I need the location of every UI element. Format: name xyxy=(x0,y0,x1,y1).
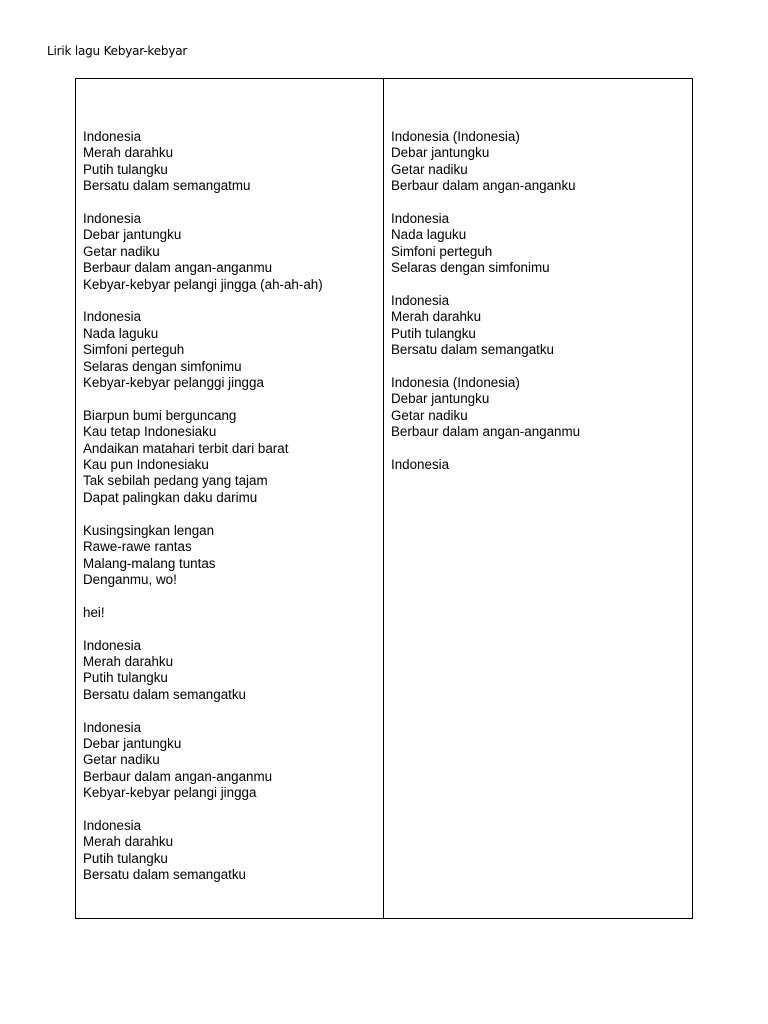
lyric-line: Indonesia xyxy=(391,293,450,309)
lyric-line: Indonesia xyxy=(83,719,142,735)
lyrics-stanza xyxy=(391,457,692,473)
lyric-line: Merah darahku xyxy=(83,145,174,161)
lyric-line: Bersatu dalam semangatmu xyxy=(83,178,251,194)
lyric-line: Indonesia (Indonesia) xyxy=(391,375,520,391)
lyric-line: Getar nadiku xyxy=(83,243,160,259)
lyric-line: Indonesia xyxy=(83,309,142,325)
lyric-line: Putih tulangku xyxy=(391,325,476,341)
lyrics-stanza xyxy=(391,293,692,359)
lyrics-stanza xyxy=(83,720,383,802)
lyrics-stanza xyxy=(83,408,383,506)
lyric-line: Berbaur dalam angan-anganku xyxy=(391,178,576,194)
lyric-line: Putih tulangku xyxy=(83,850,168,866)
lyric-line: Indonesia xyxy=(391,211,450,227)
lyric-line: Simfoni perteguh xyxy=(83,342,185,358)
lyric-line: Bersatu dalam semangatku xyxy=(83,686,247,702)
lyric-line: Indonesia xyxy=(83,211,142,227)
lyrics-stanza xyxy=(391,375,692,441)
lyric-line: Denganmu, wo! xyxy=(83,571,177,587)
lyric-line: Selaras dengan simfonimu xyxy=(391,260,550,276)
lyric-line: Indonesia (Indonesia) xyxy=(391,129,520,144)
lyric-line: Dapat palingkan daku darimu xyxy=(83,489,258,505)
lyrics-column-right xyxy=(384,79,692,918)
lyric-line: Getar nadiku xyxy=(391,407,468,423)
lyrics-stanza xyxy=(83,605,383,621)
lyric-line: Tak sebilah pedang yang tajam xyxy=(83,473,268,489)
lyric-line: hei! xyxy=(83,604,105,620)
lyric-line: Simfoni perteguh xyxy=(391,243,493,259)
lyrics-stanza xyxy=(391,211,692,277)
lyric-line: Indonesia xyxy=(83,129,142,144)
lyrics-stanza xyxy=(83,211,383,293)
lyric-line: Indonesia xyxy=(83,637,142,653)
lyric-line: Kau pun Indonesiaku xyxy=(83,457,209,473)
lyric-line: Biarpun bumi berguncang xyxy=(83,407,237,423)
lyric-line: Debar jantungku xyxy=(391,391,490,407)
lyric-line: Merah darahku xyxy=(83,834,174,850)
lyrics-stanza xyxy=(83,638,383,704)
lyric-line: Getar nadiku xyxy=(83,752,160,768)
lyric-line: Debar jantungku xyxy=(391,145,490,161)
lyrics-stanza xyxy=(391,129,692,195)
lyric-line: Getar nadiku xyxy=(391,161,468,177)
lyric-line: Kebyar-kebyar pelangi jingga xyxy=(83,785,257,801)
lyric-line: Merah darahku xyxy=(83,653,174,669)
lyrics-column-left xyxy=(76,79,384,918)
lyric-line: Putih tulangku xyxy=(83,670,168,686)
lyric-line: Debar jantungku xyxy=(83,735,182,751)
lyric-line: Nada laguku xyxy=(83,325,159,341)
lyric-line: Berbaur dalam angan-anganmu xyxy=(391,424,581,440)
lyric-line: Debar jantungku xyxy=(83,227,182,243)
lyrics-stanza xyxy=(83,129,383,195)
lyrics-table xyxy=(75,78,693,919)
lyric-line: Indonesia xyxy=(391,457,450,473)
document-title: Lirik lagu Kebyar-kebyar xyxy=(47,44,188,58)
lyrics-stanza xyxy=(83,309,383,391)
lyric-line: Rawe-rawe rantas xyxy=(83,539,192,555)
lyric-line: Bersatu dalam semangatku xyxy=(83,867,247,883)
lyrics-stanza xyxy=(83,818,383,884)
lyric-line: Berbaur dalam angan-anganmu xyxy=(83,260,273,276)
lyrics-stanza xyxy=(83,523,383,589)
lyric-line: Bersatu dalam semangatku xyxy=(391,342,555,358)
lyric-line: Kebyar-kebyar pelanggi jingga xyxy=(83,375,264,391)
lyric-line: Selaras dengan simfonimu xyxy=(83,358,242,374)
lyric-line: Andaikan matahari terbit dari barat xyxy=(83,440,289,456)
lyric-line: Berbaur dalam angan-anganmu xyxy=(83,768,273,784)
lyric-line: Nada laguku xyxy=(391,227,467,243)
lyric-line: Indonesia xyxy=(83,817,142,833)
lyric-line: Kebyar-kebyar pelangi jingga (ah-ah-ah) xyxy=(83,276,323,292)
lyric-line: Kau tetap Indonesiaku xyxy=(83,424,217,440)
lyric-line: Kusingsingkan lengan xyxy=(83,522,215,538)
lyric-line: Merah darahku xyxy=(391,309,482,325)
lyric-line: Malang-malang tuntas xyxy=(83,555,216,571)
lyric-line: Putih tulangku xyxy=(83,161,168,177)
